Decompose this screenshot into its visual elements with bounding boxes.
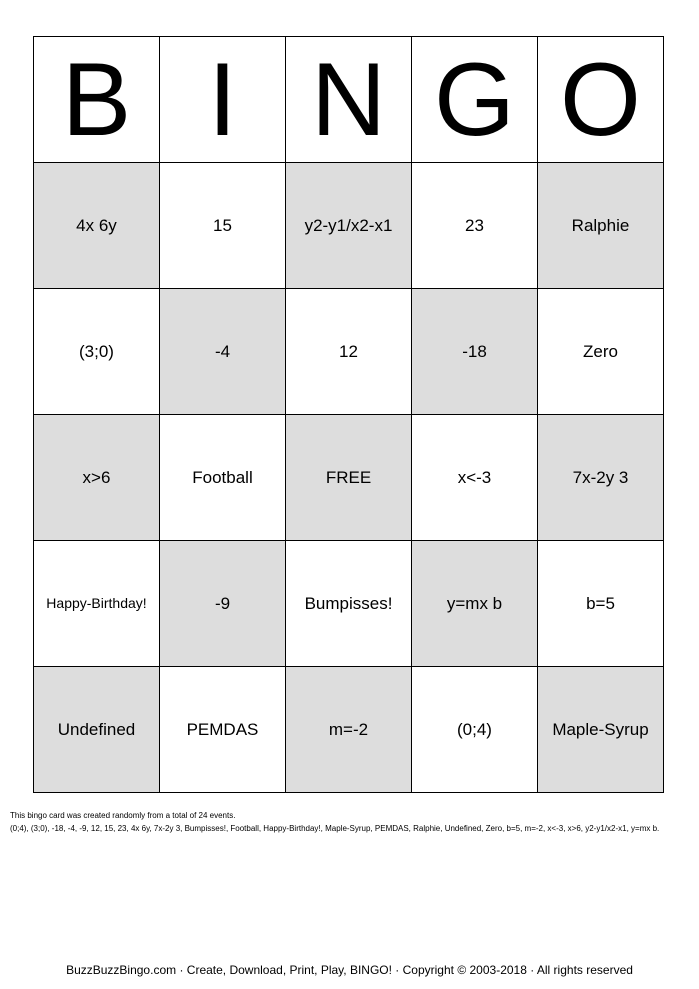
bingo-cell: m=-2 (286, 667, 412, 793)
bingo-cell: 7x-2y 3 (538, 415, 664, 541)
free-space-cell: FREE (286, 415, 412, 541)
bingo-cell: Football (160, 415, 286, 541)
header-letter-b: B (34, 37, 160, 163)
bingo-cell: Ralphie (538, 163, 664, 289)
card-row (34, 289, 664, 415)
bingo-cell: -9 (160, 541, 286, 667)
card-row (34, 541, 664, 667)
bingo-cell: y2-y1/x2-x1 (286, 163, 412, 289)
card-row (34, 163, 664, 289)
bingo-cell: -4 (160, 289, 286, 415)
header-letter-g: G (412, 37, 538, 163)
header-letter-o: O (538, 37, 664, 163)
bingo-cell: (0;4) (412, 667, 538, 793)
card-info-note (10, 809, 690, 835)
bingo-card (33, 36, 664, 793)
event-list-text: (0;4), (3;0), -18, -4, -9, 12, 15, 23, 4x 6y, 7x-2y 3, Bumpisses!, Football, Happy-Birthday!, Maple-Syrup, PEMDAS, Ralphie, Undefined, Zero, b=5, m=-2, x<-3, x>6, y2-y1/x2-x1, y=mx b. (10, 824, 660, 833)
event-count-text: This bingo card was created randomly from a total of 24 events. (10, 811, 236, 820)
bingo-cell: -18 (412, 289, 538, 415)
bingo-cell: Happy-Birthday! (34, 541, 160, 667)
card-row (34, 667, 664, 793)
bingo-cell: Maple-Syrup (538, 667, 664, 793)
bingo-cell: 4x 6y (34, 163, 160, 289)
card-row (34, 415, 664, 541)
bingo-cell: x<-3 (412, 415, 538, 541)
bingo-cell: x>6 (34, 415, 160, 541)
bingo-cell: Undefined (34, 667, 160, 793)
bingo-cell: Zero (538, 289, 664, 415)
header-row (34, 37, 664, 163)
bingo-cell: PEMDAS (160, 667, 286, 793)
bingo-cell: b=5 (538, 541, 664, 667)
bingo-cell: (3;0) (34, 289, 160, 415)
header-letter-n: N (286, 37, 412, 163)
bingo-cell: Bumpisses! (286, 541, 412, 667)
bingo-cell: 23 (412, 163, 538, 289)
bingo-cell: y=mx b (412, 541, 538, 667)
page-footer: BuzzBuzzBingo.com · Create, Download, Print, Play, BINGO! · Copyright © 2003-2018 · All rights reserved (66, 963, 633, 977)
bingo-cell: 12 (286, 289, 412, 415)
bingo-cell: 15 (160, 163, 286, 289)
header-letter-i: I (160, 37, 286, 163)
